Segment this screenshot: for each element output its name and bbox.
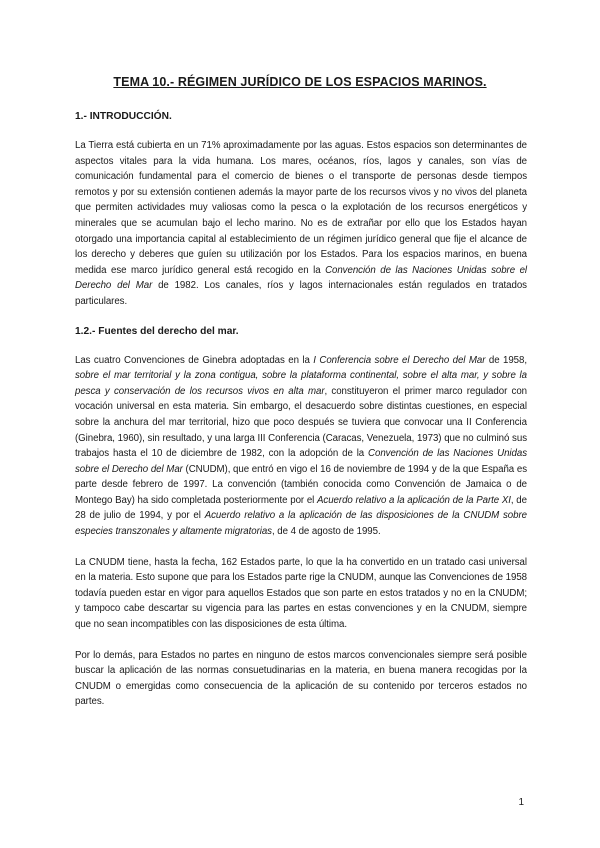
italic-citation: Acuerdo relativo a la aplicación de la Parte XI	[317, 494, 511, 506]
text-run: Las cuatro Convenciones de Ginebra adoptadas en la	[75, 354, 314, 366]
text-run: de 1958,	[485, 354, 527, 366]
italic-citation: I Conferencia sobre el Derecho del Mar	[313, 354, 486, 366]
text-run: , de 28 de julio de 1994, y por el	[75, 494, 527, 522]
paragraph-fuentes-1	[75, 353, 527, 540]
paragraph-fuentes-3: Por lo demás, para Estados no partes en ninguno de estos marcos convencionales siempre será posible buscar la aplicación de las normas consuetudinarias en la materia, en buena manera recogidas por la CNUDM o emergidas como consecuencia de la aplicación de su contenido por terceros estados no partes.	[75, 649, 527, 708]
text-run: , de 4 de agosto de 1995.	[271, 526, 381, 538]
page-number: 1	[518, 797, 524, 808]
paragraph-introduccion	[75, 138, 527, 310]
text-run: de 1982. Los canales, ríos y lagos internacionales están regulados en tratados particulares.	[75, 280, 527, 307]
paragraph-fuentes-2: La CNUDM tiene, hasta la fecha, 162 Estados parte, lo que la ha convertido en un tratado casi universal en la materia. Esto supone que para los Estados parte rige la CNUDM, aunque las Convenciones de 1958 todavía pueden estar en vigor para aquellos Estados que son parte en estos tratados y no en la CNUDM; y tampoco cabe descartar su vigencia para las partes en estas convenciones y en la CNUDM, siempre que no sean incompatibles con las disposiciones de esta última.	[75, 556, 527, 631]
text-run: , constituyeron el primer marco regulador con vocación universal en esta materia. Sin embargo, el desacuerdo sobre distintas cuestiones, en especial sobre la anchura del mar territorial, hizo que poco después se tuviera que convocar una II Conferencia (Ginebra, 1960), sin resultado, y una larga III Conferencia (Caracas, Venezuela, 1973) que no culminó sus trabajos hasta el 10 de diciembre de 1982, con la adopción de la	[75, 385, 527, 460]
section-heading-introduccion: 1.- INTRODUCCIÓN.	[75, 111, 172, 122]
document-body	[75, 110, 527, 725]
italic-citation: Convención de las Naciones Unidas sobre el Derecho del Mar	[75, 448, 527, 475]
italic-citation: sobre el mar territorial y la zona contigua, sobre la plataforma continental, sobre el alta mar, y sobre la pesca y conservación de los recursos vivos en alta mar	[75, 370, 527, 397]
text-run: (CNUDM), que entró en vigo el 16 de noviembre de 1994 y de la que España es parte desde febrero de 1997. La convención (también conocida como Convención de Jamaica o de Montego Bay) ha sido completada posteriormente por el	[75, 463, 527, 506]
section-heading-fuentes: 1.2.- Fuentes del derecho del mar.	[75, 325, 239, 337]
italic-citation: Acuerdo relativo a la aplicación de las disposiciones de la CNUDM sobre especies transzonales y altamente migratorias	[75, 510, 527, 538]
text-run: La Tierra está cubierta en un 71% aproximadamente por las aguas. Estos espacios son determinantes de aspectos vitales para la vida humana. Los mares, océanos, ríos, lagos y canales, son vías de comunicación fundamental para el comercio de bienes o el transporte de personas desde tiempos remotos y por su extensión contienen además la mayor parte de los recursos vivos y no vivos del planeta que permiten actividades muy valiosas como la pesca o la explotación de los recursos energéticos y minerales que se acumulan bajo el lecho marino. No es de extrañar por ello que los Estados hayan otorgado una importancia capital al establecimiento de un régimen jurídico general que fije el alcance de los derecho y deberes que guíen su utilización por los Estados. Para los espacios marinos, en buena medida ese marco jurídico general está recogido en la	[75, 140, 527, 276]
italic-citation: Convención de las Naciones Unidas sobre el Derecho del Mar	[75, 264, 528, 292]
page-title: TEMA 10.- RÉGIMEN JURÍDICO DE LOS ESPACIOS MARINOS.	[113, 75, 487, 89]
